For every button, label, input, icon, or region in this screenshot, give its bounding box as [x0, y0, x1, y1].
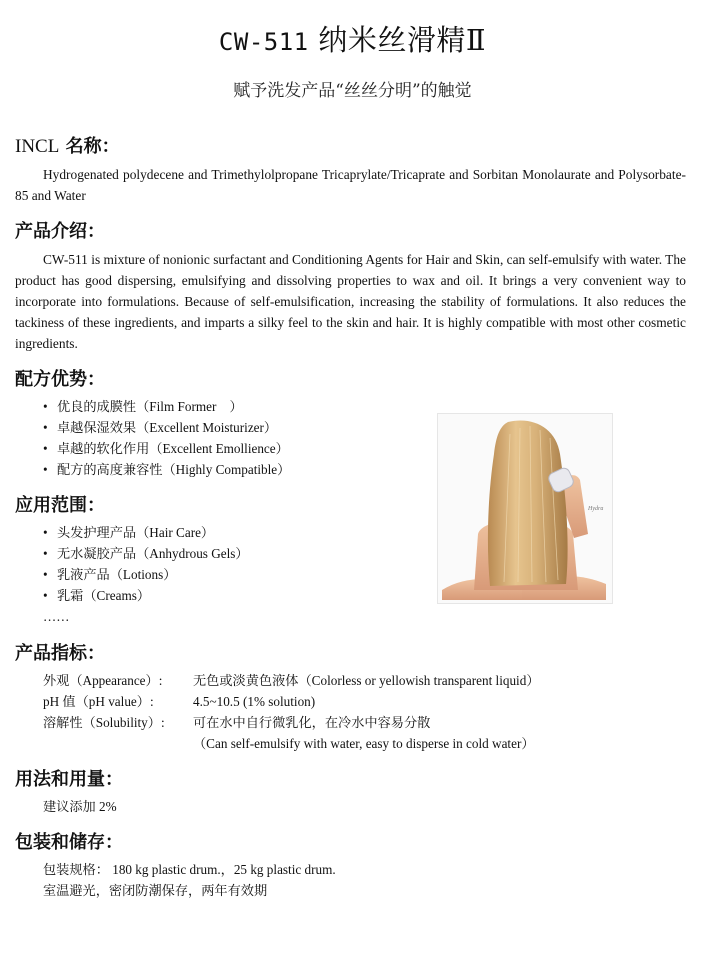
- ellipsis-text: ……: [43, 609, 70, 624]
- incl-heading-cn: 名称：: [59, 136, 120, 157]
- bullet: •: [43, 462, 48, 477]
- hair-photo-illustration: [438, 414, 612, 603]
- spec-value: 可在水中自行微乳化，在冷水中容易分散: [193, 715, 431, 730]
- list-item-text: 卓越的软化作用（Excellent Emollience）: [57, 441, 289, 456]
- usage-text: 建议添加 2%: [43, 799, 117, 814]
- list-item-text: 乳液产品（Lotions）: [57, 567, 177, 582]
- applications-list: [43, 522, 249, 627]
- page-title: [0, 18, 705, 59]
- advantages-list: [43, 396, 290, 480]
- intro-text: CW-511 is mixture of nonionic surfactant and Conditioning Agents for Hair and Skin, can self-emulsify with water. The product has good dispersing, emulsifying and dissolving properties to wax and oil. It brings a very convenient way to incorporate into formulations. Because of self-emulsification, increasing the stability of formulations. It also reduces the tackiness of these ingredients, and imparts a silky feel to the skin and hair. It is highly compatible with most other cosmetic ingredients.: [15, 252, 686, 351]
- bullet: •: [43, 525, 48, 540]
- bullet: •: [43, 441, 48, 456]
- list-item: [43, 585, 249, 606]
- list-item-text: 乳霜（Creams）: [57, 588, 151, 603]
- storage-text: 室温避光，密闭防潮保存，两年有效期: [43, 883, 268, 898]
- intro-heading: 产品介绍：: [15, 221, 105, 242]
- bullet: •: [43, 546, 48, 561]
- list-item-text: 卓越保湿效果（Excellent Moisturizer）: [57, 420, 278, 435]
- spec-row: [43, 712, 540, 733]
- packaging-heading: 包装和储存：: [15, 832, 123, 853]
- list-item: [43, 564, 249, 585]
- bullet: •: [43, 399, 48, 414]
- title-product-name: 纳米丝滑精Ⅱ: [308, 23, 487, 57]
- list-item: [43, 459, 290, 480]
- spec-value: （Can self-emulsify with water, easy to disperse in cold water）: [193, 736, 535, 751]
- title-model: CW-511: [218, 28, 309, 56]
- list-item: [43, 543, 249, 564]
- photo-signature: Hydra: [588, 506, 604, 512]
- list-item: [43, 396, 290, 417]
- spec-key: 溶解性（Solubility）:: [43, 715, 165, 730]
- applications-heading: 应用范围：: [15, 495, 105, 516]
- list-item-text: 配方的高度兼容性（Highly Compatible）: [57, 462, 291, 477]
- spec-value: 无色或淡黄色液体（Colorless or yellowish transparent liquid）: [193, 673, 540, 688]
- list-item-text: 优良的成膜性（Film Former ）: [57, 399, 243, 414]
- incl-text: Hydrogenated polydecene and Trimethylolpropane Tricaprylate/Tricaprate and Sorbitan Monolaurate and Polysorbate-85 and Water: [15, 167, 686, 203]
- list-ellipsis: [43, 606, 249, 627]
- spec-value: 4.5~10.5 (1% solution): [193, 694, 316, 709]
- spec-row: [43, 691, 540, 712]
- spec-key: pH 值（pH value）:: [43, 694, 154, 709]
- incl-heading: [15, 132, 120, 158]
- advantages-heading: 配方优势：: [15, 369, 105, 390]
- packaging-spec: 包装规格： 180 kg plastic drum.，25 kg plastic drum.: [43, 862, 336, 877]
- list-item: [43, 417, 290, 438]
- list-item: [43, 522, 249, 543]
- page-subtitle: 赋予洗发产品“丝丝分明”的触觉: [233, 81, 472, 101]
- spec-row: [43, 733, 540, 754]
- specs-heading: 产品指标：: [15, 643, 105, 664]
- usage-heading: 用法和用量：: [15, 769, 123, 790]
- list-item-text: 无水凝胶产品（Anhydrous Gels）: [57, 546, 249, 561]
- spec-key: 外观（Appearance）:: [43, 673, 163, 688]
- bullet: •: [43, 588, 48, 603]
- bullet: •: [43, 420, 48, 435]
- bullet: •: [43, 567, 48, 582]
- woman-long-hair-photo: [437, 413, 613, 604]
- list-item-text: 头发护理产品（Hair Care）: [57, 525, 215, 540]
- spec-row: [43, 670, 540, 691]
- list-item: [43, 438, 290, 459]
- incl-heading-latin: INCL: [15, 136, 60, 157]
- specs-table: [43, 670, 540, 754]
